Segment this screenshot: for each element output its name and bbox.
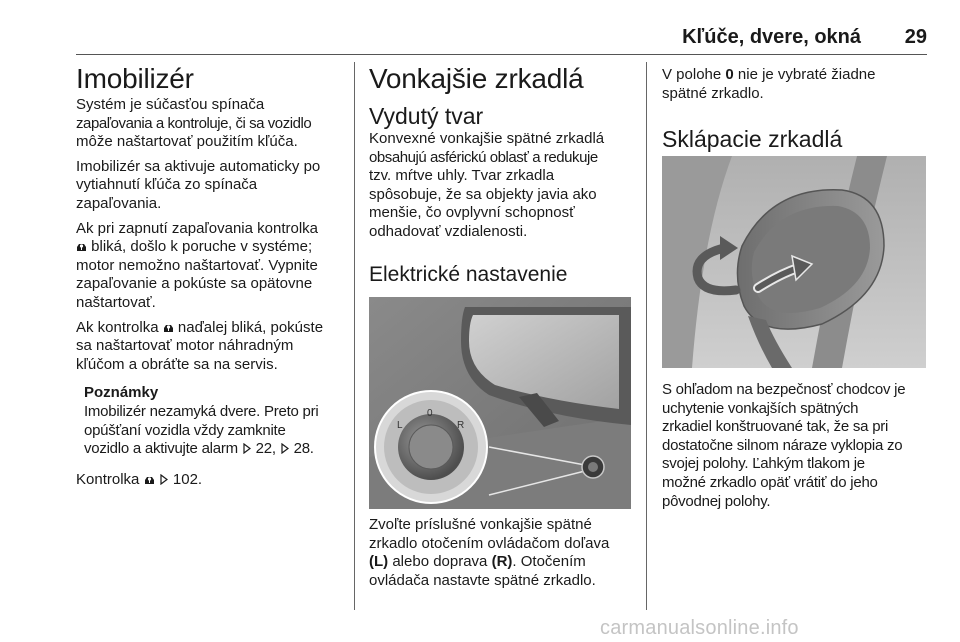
figure-folding-mirror xyxy=(662,156,926,368)
page-reference-icon xyxy=(242,441,252,452)
heading-convex: Vydutý tvar xyxy=(369,103,484,129)
header-rule xyxy=(76,54,927,55)
chapter-title: Kľúče, dvere, okná xyxy=(682,26,861,48)
column-divider-1 xyxy=(354,62,355,610)
convex-paragraph: Konvexné vonkajšie spätné zrkadlá obsahujú asférickú oblasť a redukuje tzv. mŕtve uhly. Tvar zrkadla spôsobuje, že sa objekty javia ako menšie, čo ovplyvní schopnosť odhadovať vzdialenosti. xyxy=(369,130,605,240)
link-page-22[interactable]: 22 xyxy=(255,440,272,458)
link-page-28[interactable]: 28. xyxy=(293,440,314,458)
heading-electric-adjustment: Elektrické nastavenie xyxy=(369,262,568,286)
heading-folding-mirrors: Sklápacie zrkadlá xyxy=(662,126,843,153)
page-header xyxy=(600,26,927,54)
column-mirrors xyxy=(369,62,633,288)
page-reference-icon xyxy=(159,472,169,483)
watermark: carmanualsonline.info xyxy=(600,617,799,639)
immobilizer-paragraph-4: Ak kontrolka naďalej bliká, pokúste sa naštartovať motor náhradným kľúčom a obráťte sa na servis. xyxy=(76,318,324,373)
note-box xyxy=(76,384,346,458)
page-reference-icon xyxy=(280,441,290,452)
immobilizer-warning-icon xyxy=(144,474,155,485)
immobilizer-warning-icon xyxy=(76,241,87,252)
heading-outside-mirrors: Vonkajšie zrkadlá xyxy=(369,63,584,94)
link-page-102[interactable]: 102. xyxy=(172,470,203,488)
folding-mirrors-text: S ohľadom na bezpečnosť chodcov je uchytenie vonkajších spätných zrkadiel konštruované tak, že sa pri dostatočne silnom náraze vyklopia zo svojej polohy. Ľahkým tlakom je možné zrkadlo opäť vrátiť do jeho pôvodnej polohy. xyxy=(662,381,906,510)
column-immobilizer xyxy=(76,62,346,489)
immobilizer-paragraph-2: Imobilizér sa aktivuje automaticky po vytiahnutí kľúča zo spínača zapaľovania. xyxy=(76,157,321,212)
page-number: 29 xyxy=(904,26,927,48)
immobilizer-paragraph-3: Ak pri zapnutí zapaľovania kontrolka bliká, došlo k poruche v systéme; motor nemožno naštartovať. Vypnite zapaľovanie a pokúste sa opätovne naštartovať. xyxy=(76,219,319,311)
note-text: Imobilizér nezamyká dvere. Preto pri opúšťaní vozidla vždy zamknite vozidlo a aktivujte alarm 22, 28. xyxy=(84,402,319,458)
electric-adjustment-text: Zvoľte príslušné vonkajšie spätné zrkadlo otočením ovládačom doľava (L) alebo doprava (R). Otočením ovládača nastavte spätné zrkadlo. xyxy=(369,516,610,589)
column-divider-2 xyxy=(646,62,647,610)
immobilizer-warning-icon xyxy=(163,322,174,333)
note-title: Poznámky xyxy=(84,384,159,402)
off-position-text: V polohe 0 nie je vybraté žiadne spätné zrkadlo. xyxy=(662,66,876,102)
immobilizer-lamp-reference: Kontrolka 102. xyxy=(76,470,203,488)
figure-label-L: L xyxy=(397,420,403,431)
column-folding xyxy=(662,66,930,153)
figure-label-R: R xyxy=(457,420,465,431)
heading-immobilizer: Imobilizér xyxy=(76,63,194,94)
figure-mirror-control xyxy=(369,297,631,509)
figure-label-0: 0 xyxy=(427,408,433,419)
immobilizer-paragraph-1: Systém je súčasťou spínača zapaľovania a kontroluje, či sa vozidlo môže naštartovať použitím kľúča. xyxy=(76,96,312,151)
